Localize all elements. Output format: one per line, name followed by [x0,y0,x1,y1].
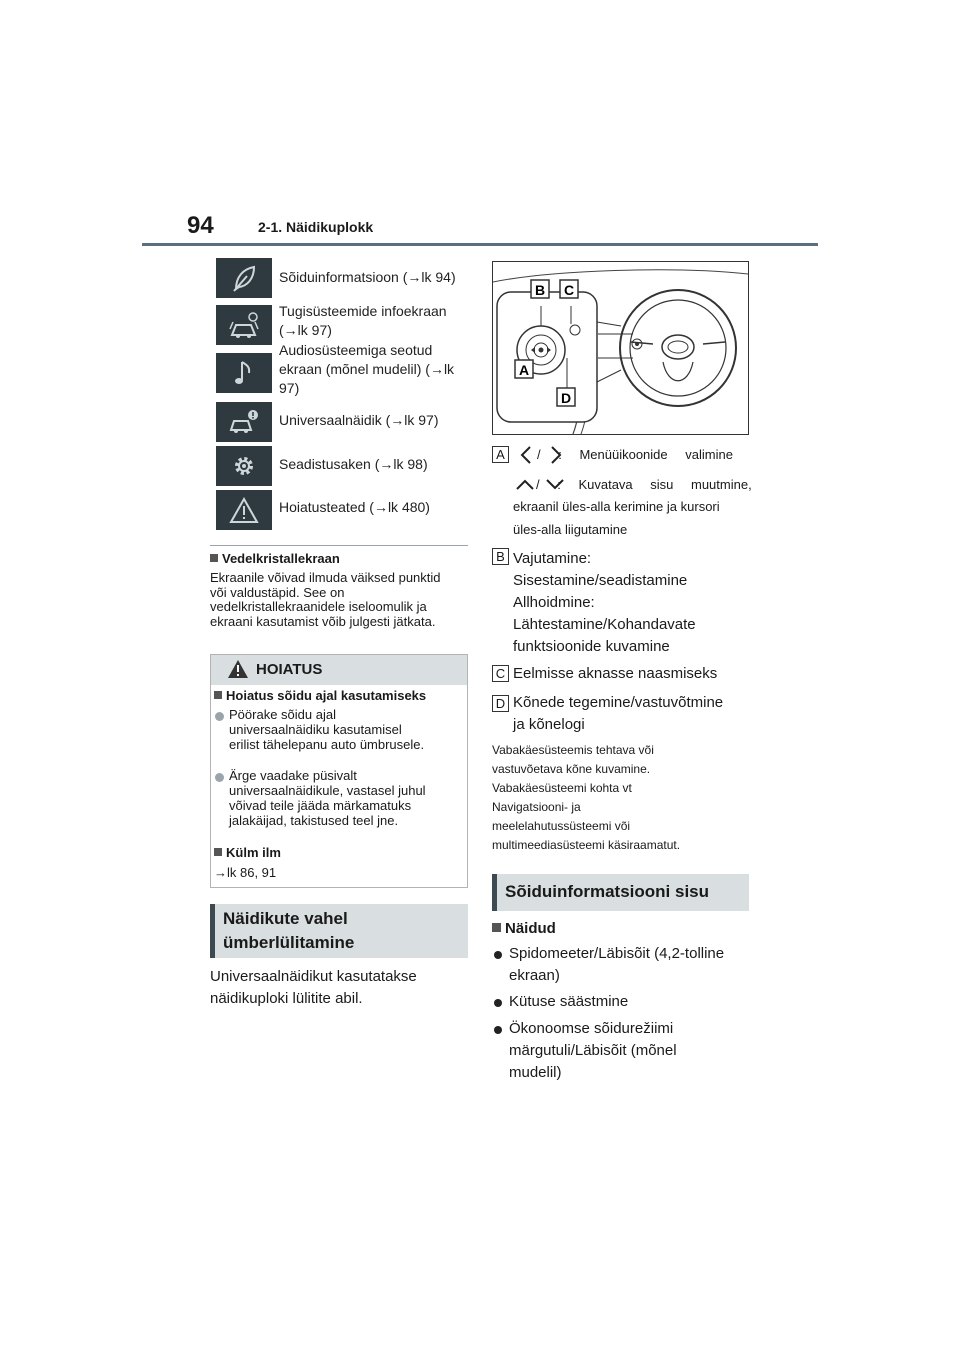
bullet-dot-icon [215,712,224,721]
page-number: 94 [187,212,214,239]
info-section-heading: Sõiduinformatsiooni sisu [492,874,749,911]
legend-a-text-3: ekraanil üles-alla kerimine ja kursori [513,499,720,514]
bullet-dot-icon [494,951,502,959]
legend-a-text-1: / : Menüüikoonide valimine [537,447,733,462]
legend-badge-a: A [492,446,509,463]
legend-a-text-4: üles-alla liigutamine [513,522,628,537]
legend-note: Vabakäesüsteemis tehtava või vastuvõetava kõne kuvamine. Vabakäesüsteemi kohta vt Navigatsiooni- ja meelelahutussüsteemi või multimeediasüsteemi käsiraamatut. [492,743,681,852]
illus-label-a: A [518,362,530,378]
bullet-dot-icon [494,1026,502,1034]
info-item-1: Spidomeeter/Läbisõit (4,2-tolline ekraan) [509,945,725,984]
warning-triangle-icon [216,490,272,530]
lcd-heading: Vedelkristallekraan [210,551,340,566]
icon-label-audio: Audiosüsteemiga seotud ekraan (mõnel mudelil) (→lk 97) [279,342,455,396]
bullet-dot-icon [494,999,502,1007]
gear-icon [216,446,272,486]
icon-label-fuel-info: Sõiduinformatsioon (→lk 94) [279,269,456,285]
bullet-dot-icon [215,773,224,782]
icon-label-driver-assist: Tugisüsteemide infoekraan (→lk 97) [279,303,447,338]
lcd-body: Ekraanile võivad ilmuda väiksed punktid või valdustäpid. See on vedelkristallekraanidele iseloomulik ja ekraani kasutamist võib julgesti jätkata. [210,570,441,629]
info-item-2: Kütuse säästmine [509,993,629,1010]
legend-badge-c: C [492,665,509,682]
legend-a-text-2: / : Kuvatava sisu muutmine, [536,477,752,492]
square-bullet-icon [492,923,501,932]
warning-subheading-cold: Külm ilm [214,845,281,860]
car-info-icon [216,402,272,442]
section-rule [210,545,468,546]
square-bullet-icon [214,691,222,699]
illus-label-c: C [563,282,575,298]
chevron-left-icon [519,446,533,464]
switch-section-body: Universaalnäidikut kasutatakse näidikuploki lülitite abil. [210,968,417,1007]
square-bullet-icon [210,554,218,562]
chevron-up-icon [516,478,534,490]
legend-badge-d: D [492,695,509,712]
warning-header [211,655,467,685]
illus-label-d: D [560,390,572,406]
steering-wheel-illustration [492,261,749,435]
steering-wheel-drawing [493,262,748,434]
square-bullet-icon [214,848,222,856]
icon-label-warnings: Hoiatusteated (→lk 480) [279,499,430,515]
music-note-icon [216,353,272,393]
legend-badge-b: B [492,548,509,565]
icon-label-multi-info: Universaalnäidik (→lk 97) [279,412,439,428]
chapter-title: 2-1. Näidikuplokk [258,219,374,235]
illus-label-b: B [534,282,546,298]
switch-section-heading: Näidikute vahel ümberlülitamine [210,904,468,958]
warning-bullet-2: Ärge vaadake püsivalt universaalnäidikule, vastasel juhul võivad teile jääda märkamatuks jalakäijad, takistused teel jne. [229,768,426,828]
driver-assist-icon [216,305,272,345]
warning-triangle-icon [227,659,249,679]
leaf-icon [216,258,272,298]
legend-c-text: Eelmisse aknasse naasmiseks [513,665,718,682]
legend-b-text: Vajutamine: Sisestamine/seadistamine Allhoidmine: Lähtestamine/Kohandavate funktsioonide kuvamine [513,550,696,655]
header-rule [142,243,818,246]
info-subheading: Näidud [492,918,556,940]
warning-title: HOIATUS [256,661,323,678]
warning-subheading-driving: Hoiatus sõidu ajal kasutamiseks [214,688,426,703]
info-item-3: Ökonoomse sõidurežiimi märgutuli/Läbisõit (mõnel mudelil) [509,1020,677,1081]
legend-d-text: Kõnede tegemine/vastuvõtmine ja kõnelogi [513,694,724,733]
warning-reference: →lk 86, 91 [214,865,277,880]
icon-label-settings: Seadistusaken (→lk 98) [279,456,428,472]
warning-bullet-1: Pöörake sõidu ajal universaalnäidiku kasutamisel erilist tähelepanu auto ümbrusele. [229,707,425,752]
